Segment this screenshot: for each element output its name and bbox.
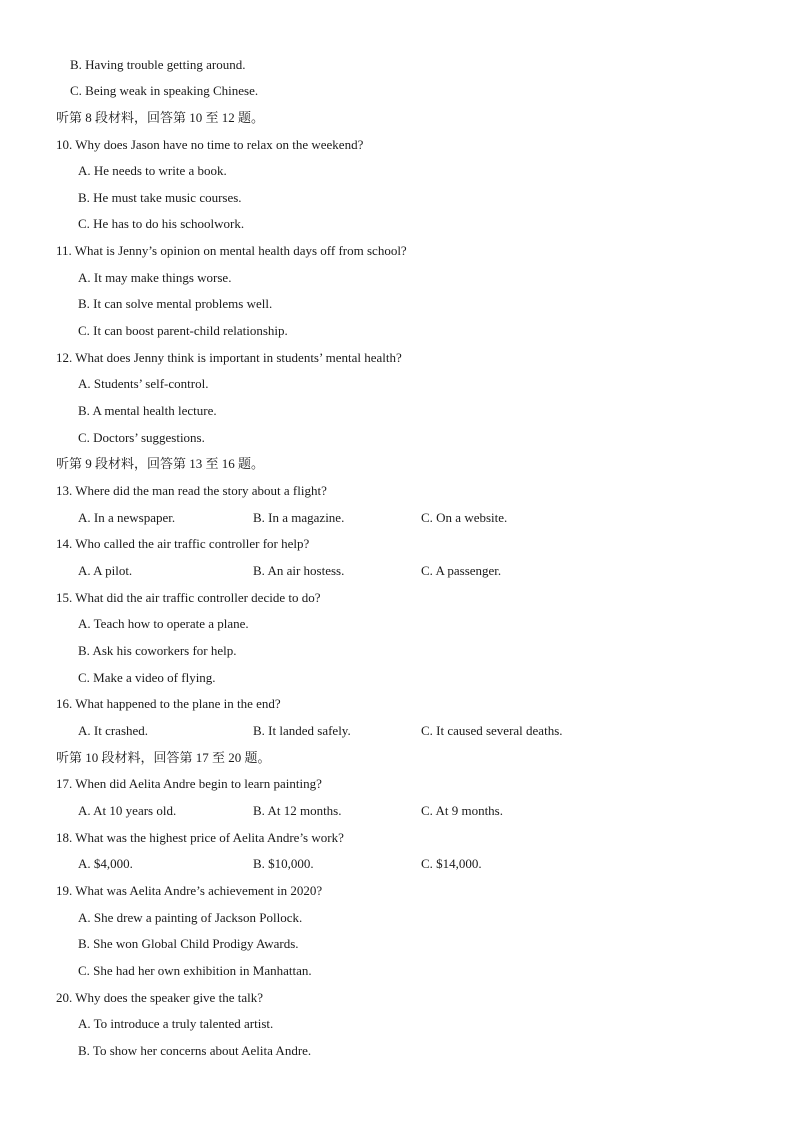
question-16-option-c: C. It caused several deaths. <box>421 723 563 738</box>
question-16-option-a: A. It crashed. <box>78 723 149 738</box>
question-18-option-b: B. $10,000. <box>253 856 314 871</box>
question-10-option-a: A. He needs to write a book. <box>78 163 227 178</box>
question-15-option-a: A. Teach how to operate a plane. <box>78 616 249 631</box>
question-17-option-c: C. At 9 months. <box>421 803 503 818</box>
option-c-prev: C. Being weak in speaking Chinese. <box>70 83 259 98</box>
question-10-option-c: C. He has to do his schoolwork. <box>78 216 245 231</box>
question-18: 18. What was the highest price of Aelita Andre’s work? <box>56 830 344 845</box>
question-16: 16. What happened to the plane in the end? <box>56 696 281 711</box>
question-17: 17. When did Aelita Andre begin to learn painting? <box>56 776 322 791</box>
question-14: 14. Who called the air traffic controller for help? <box>56 536 310 551</box>
question-14-option-c: C. A passenger. <box>421 563 502 578</box>
question-12-option-c: C. Doctors’ suggestions. <box>78 430 205 445</box>
question-11: 11. What is Jenny’s opinion on mental health days off from school? <box>56 243 407 258</box>
question-11-option-a: A. It may make things worse. <box>78 270 232 285</box>
question-10-option-b: B. He must take music courses. <box>78 190 242 205</box>
question-13: 13. Where did the man read the story about a flight? <box>56 483 327 498</box>
question-19-option-c: C. She had her own exhibition in Manhattan. <box>78 963 312 978</box>
question-14-option-b: B. An air hostess. <box>253 563 345 578</box>
question-12: 12. What does Jenny think is important in students’ mental health? <box>56 350 402 365</box>
section-heading-10: 听第 10 段材料，回答第 17 至 20 题。 <box>56 750 271 765</box>
question-19: 19. What was Aelita Andre’s achievement in 2020? <box>56 883 323 898</box>
question-13-option-b: B. In a magazine. <box>253 510 345 525</box>
question-10: 10. Why does Jason have no time to relax on the weekend? <box>56 137 364 152</box>
section-heading-9: 听第 9 段材料，回答第 13 至 16 题。 <box>56 456 265 471</box>
option-b-prev: B. Having trouble getting around. <box>70 57 246 72</box>
question-12-option-a: A. Students’ self-control. <box>78 376 209 391</box>
question-19-option-b: B. She won Global Child Prodigy Awards. <box>78 936 299 951</box>
question-17-option-b: B. At 12 months. <box>253 803 342 818</box>
question-15: 15. What did the air traffic controller decide to do? <box>56 590 321 605</box>
question-11-option-c: C. It can boost parent-child relationship. <box>78 323 288 338</box>
question-13-option-a: A. In a newspaper. <box>78 510 176 525</box>
question-13-option-c: C. On a website. <box>421 510 508 525</box>
question-20: 20. Why does the speaker give the talk? <box>56 990 263 1005</box>
question-18-option-a: A. $4,000. <box>78 856 133 871</box>
question-17-option-a: A. At 10 years old. <box>78 803 177 818</box>
section-heading-8: 听第 8 段材料，回答第 10 至 12 题。 <box>56 110 265 125</box>
question-19-option-a: A. She drew a painting of Jackson Pollock. <box>78 910 303 925</box>
question-11-option-b: B. It can solve mental problems well. <box>78 296 273 311</box>
question-16-option-b: B. It landed safely. <box>253 723 351 738</box>
question-15-option-b: B. Ask his coworkers for help. <box>78 643 237 658</box>
question-20-option-a: A. To introduce a truly talented artist. <box>78 1016 274 1031</box>
question-14-option-a: A. A pilot. <box>78 563 133 578</box>
question-18-option-c: C. $14,000. <box>421 856 482 871</box>
question-15-option-c: C. Make a video of flying. <box>78 670 216 685</box>
question-20-option-b: B. To show her concerns about Aelita Andre. <box>78 1043 312 1058</box>
question-12-option-b: B. A mental health lecture. <box>78 403 217 418</box>
